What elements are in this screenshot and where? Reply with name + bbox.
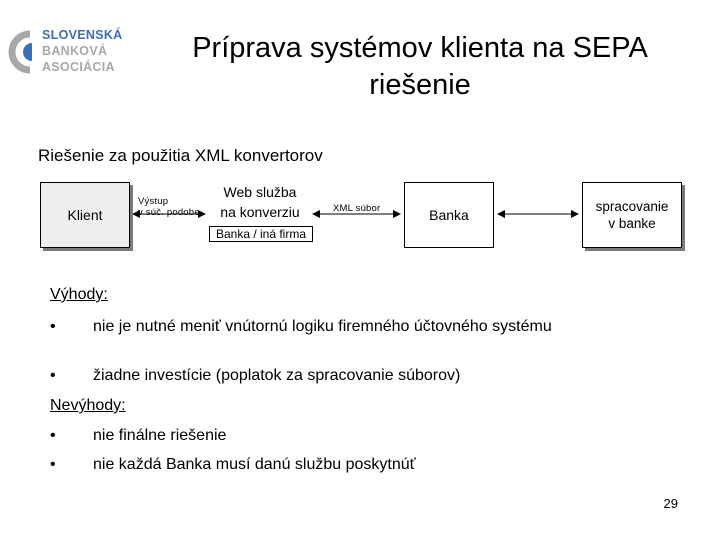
vyhody-item-text: žiadne investície (poplatok za spracovanie súborov) bbox=[93, 367, 461, 384]
nevyhody-heading: Nevýhody: bbox=[50, 397, 126, 414]
klient-label: Klient bbox=[67, 207, 103, 223]
spracovanie-line2: v banke bbox=[608, 216, 656, 231]
spracovanie-line1: spracovanie bbox=[595, 199, 669, 214]
klient-box bbox=[40, 182, 130, 248]
banka-box bbox=[404, 182, 494, 248]
section-subtitle: Riešenie za použitia XML konvertorov bbox=[38, 146, 323, 165]
page-number: 29 bbox=[663, 496, 678, 511]
vyhody-item-text: nie je nutné meniť vnútornú logiku firemného účtovného systému bbox=[93, 318, 552, 335]
logo-text-line3: ASOCIÁCIA bbox=[42, 60, 115, 74]
vyhody-heading: Výhody: bbox=[50, 286, 108, 303]
slide-title-line1: Príprava systémov klienta na SEPA bbox=[192, 32, 648, 64]
xml-file-label: XML súbor bbox=[333, 203, 381, 214]
slide-title-line2: riešenie bbox=[369, 69, 471, 101]
banka-label: Banka bbox=[429, 207, 469, 223]
web-service-line1: Web služba bbox=[223, 184, 297, 200]
vystup-label bbox=[138, 196, 200, 218]
bullet-icon: • bbox=[50, 456, 56, 473]
web-service-line2: na konverziu bbox=[220, 204, 300, 220]
logo-text-line1: SLOVENSKÁ bbox=[42, 28, 123, 42]
vystup-label-line1: Výstup bbox=[138, 196, 169, 207]
nevyhody-item-text: nie finálne riešenie bbox=[93, 427, 227, 444]
spracovanie-box bbox=[582, 182, 682, 248]
vystup-label-line2: v súč. podobe bbox=[138, 207, 200, 218]
bullet-icon: • bbox=[50, 427, 56, 444]
bullet-icon: • bbox=[50, 367, 56, 384]
bullet-icon: • bbox=[50, 318, 56, 335]
web-service-provider: Banka / iná firma bbox=[209, 226, 313, 242]
logo-text-line2: BANKOVÁ bbox=[42, 44, 108, 58]
nevyhody-item-text: nie každá Banka musí danú službu poskytnúť bbox=[93, 456, 416, 473]
